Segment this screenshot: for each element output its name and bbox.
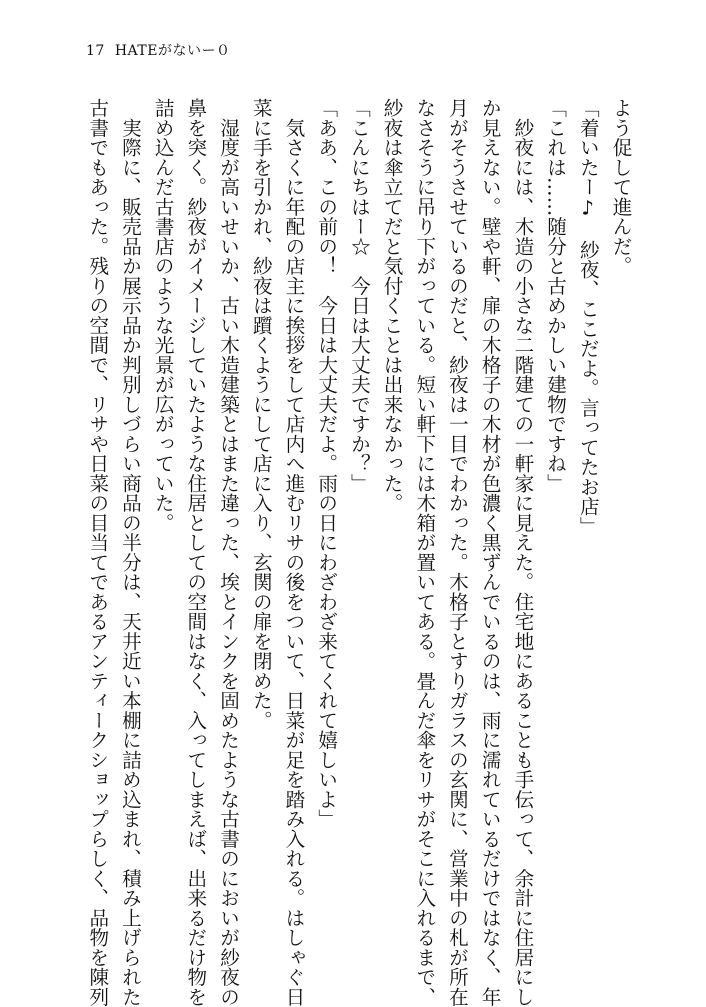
text-line: 紗夜は傘立てだと気付くことは出来なかった。 [380, 98, 404, 513]
running-title: HATEがないー０ [114, 43, 231, 59]
vertical-body-text [74, 98, 636, 1007]
text-line: 「着いたー♪ 紗夜、ここだよ。言ってたお店」 [576, 98, 600, 536]
text-line: 気さくに年配の店主に挨拶をして店内へ進むリサの後をついて、日菜が足を踏み入れる。はしゃぐ日 [281, 98, 305, 1007]
text-line: 月がそうさせているのだと、紗夜は一目でわかった。木格子とすりガラスの玄関に、営業中の札が所在 [445, 98, 469, 1007]
text-line: 湿度が高いせいか、古い木造建築とはまた違った、埃とインクを固めたような古書のにおいが紗夜の [216, 98, 240, 1007]
text-line: 「ああ、この前の！ 今日は大丈夫だよ。雨の日にわざわざ来てくれて嬉しいよ」 [314, 98, 338, 829]
text-line: 菜に手を引かれ、紗夜は躓くようにして店に入り、玄関の扉を閉めた。 [249, 98, 273, 730]
text-line: 実際に、販売品か展示品か判別しづらい商品の半分は、天井近い本棚に詰め込まれ、積み上げられた [118, 98, 142, 1007]
text-line: 「これは……随分と古めかしい建物ですね」 [543, 98, 567, 493]
text-line: なさそうに吊り下がっている。短い軒下には木箱が置いてある。畳んだ傘をリサがそこに入れるまで、 [412, 98, 436, 1007]
text-line: 古書でもあった。残りの空間で、リサや日菜の目当てであるアンティークショップらしく、品物を陳列 [85, 98, 109, 1007]
page-number: 17 [86, 43, 105, 59]
text-line: よう促して進んだ。 [609, 98, 632, 276]
text-line: 紗夜には、木造の小さな二階建ての一軒家に見えた。住宅地にあることも手伝って、余計に住居にし [510, 98, 534, 1007]
text-line: 詰め込んだ古書店のような光景が広がっていた。 [151, 98, 175, 533]
text-line: か見えない。壁や軒、扉の木格子の木材が色濃く黒ずんでいるのは、雨に濡れているだけではなく、年 [478, 98, 502, 1007]
running-head [86, 40, 230, 60]
text-line: 「こんにちはー☆ 今日は大丈夫ですか？」 [347, 98, 371, 493]
text-line: 鼻を突く。紗夜がイメージしていたような住居としての空間はなく、入ってしまえば、出来るだけ物を [183, 98, 207, 1007]
